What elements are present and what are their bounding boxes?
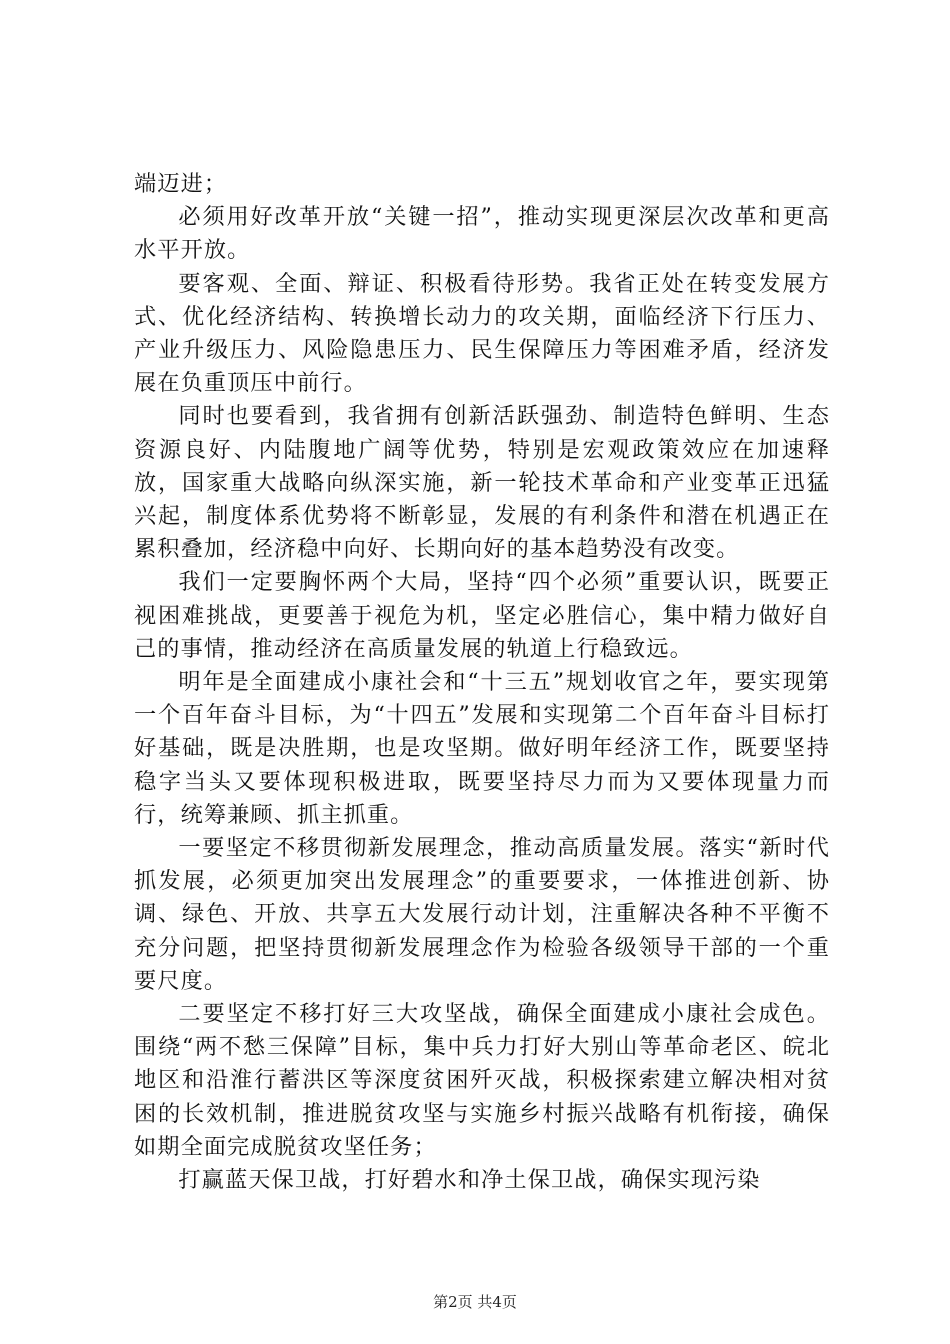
page-number-footer: 第2页 共4页 [433,1293,517,1311]
paragraph: 我们一定要胸怀两个大局，坚持“四个必须”重要认识，既要正视困难挑战，更要善于视危为机，坚定必胜信心，集中精力做好自己的事情，推动经济在高质量发展的轨道上行稳致远。 [134,569,830,662]
document-body [134,168,830,1197]
paragraph: 同时也要看到，我省拥有创新活跃强劲、制造特色鲜明、生态资源良好、内陆腹地广阔等优势，特别是宏观政策效应在加速释放，国家重大战略向纵深实施，新一轮技术革命和产业变革正迅猛兴起，制度体系优势将不断彰显，发展的有利条件和潜在机遇正在累积叠加，经济稳中向好、长期向好的基本趋势没有改变。 [134,403,830,563]
paragraph: 打赢蓝天保卫战，打好碧水和净土保卫战，确保实现污染 [178,1167,761,1194]
paragraph-continuation: 端迈进； [134,171,228,197]
paragraph: 必须用好改革开放“关键一招”，推动实现更深层次改革和更高水平开放。 [134,204,830,264]
paragraph: 一要坚定不移贯彻新发展理念，推动高质量发展。落实“新时代抓发展，必须更加突出发展理念”的重要要求，一体推进创新、协调、绿色、开放、共享五大发展行动计划，注重解决各种不平衡不充分问题，把坚持贯彻新发展理念作为检验各级领导干部的一个重要尺度。 [134,835,830,994]
paragraph: 要客观、全面、辩证、积极看待形势。我省正处在转变发展方式、优化经济结构、转换增长动力的攻关期，面临经济下行压力、产业升级压力、风险隐患压力、民生保障压力等困难矛盾，经济发展在负重顶压中前行。 [134,270,830,397]
paragraph: 明年是全面建成小康社会和“十三五”规划收官之年，要实现第一个百年奋斗目标，为“十四五”发展和实现第二个百年奋斗目标打好基础，既是决胜期，也是攻坚期。做好明年经济工作，既要坚持稳字当头又要体现积极进取，既要坚持尽力而为又要体现量力而行，统筹兼顾、抓主抓重。 [134,669,830,828]
paragraph: 二要坚定不移打好三大攻坚战，确保全面建成小康社会成色。围绕“两不愁三保障”目标，集中兵力打好大别山等革命老区、皖北地区和沿淮行蓄洪区等深度贫困歼灭战，积极探索建立解决相对贫困的长效机制，推进脱贫攻坚与实施乡村振兴战略有机衔接，确保如期全面完成脱贫攻坚任务； [134,1001,830,1160]
